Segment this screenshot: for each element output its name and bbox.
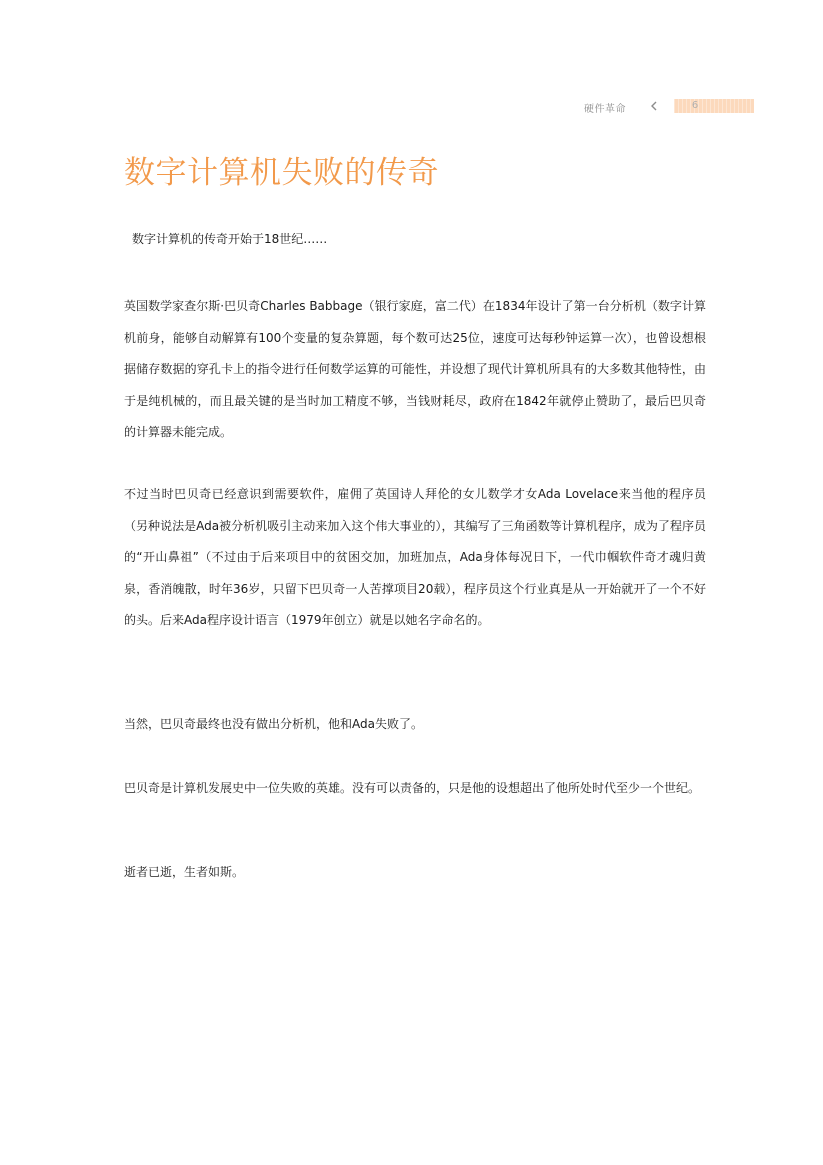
page-title: 数字计算机失败的传奇 (124, 155, 439, 191)
paragraph-failure: 当然，巴贝奇最终也没有做出分析机，他和Ada失败了。 (124, 717, 423, 731)
page-header (560, 98, 755, 116)
paragraph-closing: 逝者已逝，生者如斯。 (124, 865, 245, 879)
section-label: 硬件革命 (584, 104, 626, 115)
page-number: 6 (691, 100, 699, 111)
paragraph-ada-lovelace: 不过当时巴贝奇已经意识到需要软件，雇佣了英国诗人拜伦的女儿数学才女Ada Lovelace来当他的程序员（另种说法是Ada被分析机吸引主动来加入这个伟大事业的），其编写了三角函数等计算机程序，成为了程序员的“开山鼻祖”（不过由于后来项目中的贫困交加，加班加点，Ada身体每况日下，一代巾帼软件奇才魂归黄泉，香消魄散，时年36岁，只留下巴贝奇一人苦撑项目20载），程序员这个行业真是从一开始就开了一个不好的头。后来Ada程序设计语言（1979年创立）就是以她名字命名的。 (124, 487, 706, 627)
paragraph-analytical-engine: 英国数学家查尔斯·巴贝奇Charles Babbage（银行家庭，富二代）在1834年设计了第一台分析机（数字计算机前身，能够自动解算有100个变量的复杂算题，每个数可达25位，速度可达每秒钟运算一次），也曾设想根据储存数据的穿孔卡上的指令进行任何数学运算的可能性，并设想了现代计算机所具有的大多数其他特性，由于是纯机械的，而且最关键的是当时加工精度不够，当钱财耗尽，政府在1842年就停止赞助了，最后巴贝奇的计算器未能完成。 (124, 299, 706, 439)
paragraph-failed-hero: 巴贝奇是计算机发展史中一位失败的英雄。没有可以责备的，只是他的设想超出了他所处时代至少一个世纪。 (124, 781, 701, 795)
page-number-box (674, 99, 754, 113)
chevron-left-icon[interactable] (647, 98, 661, 114)
intro-text: 数字计算机的传奇开始于18世纪…… (132, 232, 328, 246)
